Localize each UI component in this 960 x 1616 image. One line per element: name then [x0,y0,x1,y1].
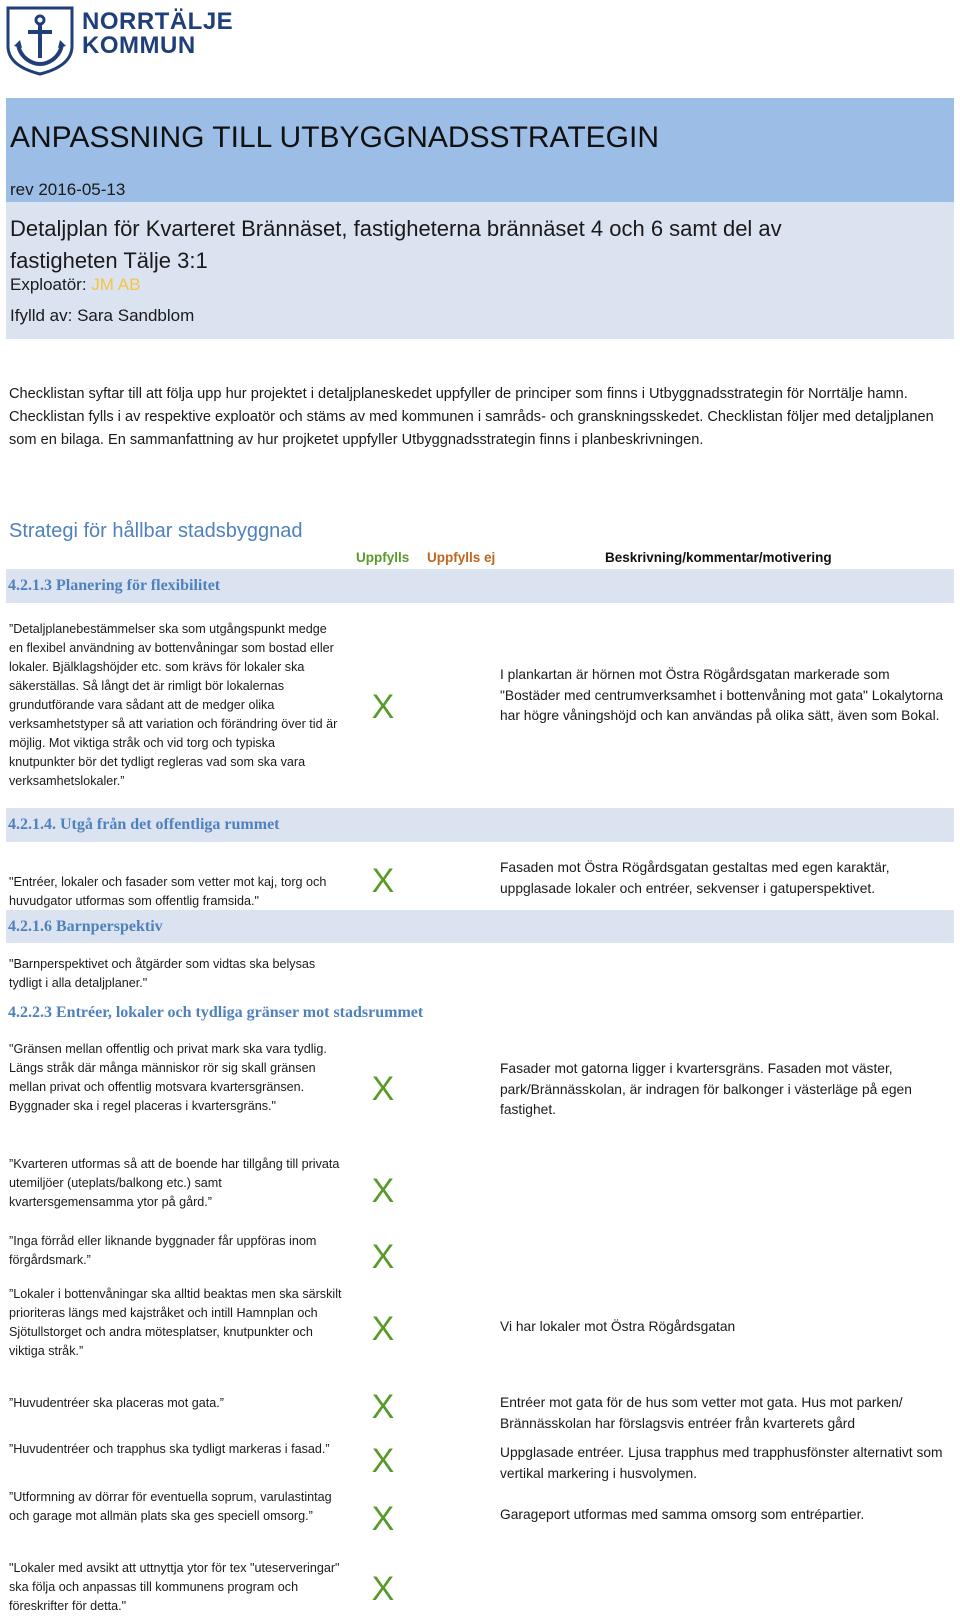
requirement-text: "Entréer, lokaler och fasader som vetter mot kaj, torg och huvudgator utformas som offentlig framsida." [9,875,327,908]
logo-wordmark [82,10,233,58]
requirement-text: ”Inga förråd eller liknande byggnader får uppföras inom förgårdsmark.” [9,1234,317,1267]
comment-text: I plankartan är hörnen mot Östra Rögårdsgatan markerade som "Bostäder med centrumverksamhet i bottenvåning mot gata" Lokalytorna har högre våningshöjd och kan användas på olika sätt, även som Bokal. [500,667,944,723]
fulfilled-mark: X [371,1500,395,1538]
column-fulfilled: Uppfylls [356,550,410,565]
fulfilled-mark: X [371,1570,395,1608]
fulfilled-mark: X [371,1388,395,1426]
fulfilled-mark: X [371,688,395,726]
filled-by-row [10,306,194,326]
fulfilled-mark: X [371,862,395,900]
filled-by-label: Ifylld av: [10,306,73,325]
comment-text: Fasader mot gatorna ligger i kvartersgräns. Fasaden mot väster, park/Brännässkolan, är indragen för balkonger i västerläge på egen fastighet. [500,1061,912,1117]
plan-name: Detaljplan för Kvarteret Brännäset, fastigheterna brännäset 4 och 6 samt del av fastigheten Tälje 3:1 [10,216,782,273]
column-comment: Beskrivning/kommentar/motivering [605,550,832,565]
exploator-row [10,275,140,295]
comment-text: Garageport utformas med samma omsorg som entrépartier. [500,1507,865,1522]
exploator-value: JM AB [91,275,141,294]
requirement-text: ”Lokaler i bottenvåningar ska alltid beaktas men ska särskilt prioriteras längs med kajstråket och intill Hamnplan och Sjötullstorget och andra mötesplatser, knutpunkter och viktiga stråk.” [9,1287,342,1358]
column-not-fulfilled: Uppfylls ej [427,550,496,565]
requirement-text: ”Utformning av dörrar för eventuella soprum, varulastintag och garage mot allmän plats ska ges speciell omsorg.” [9,1490,332,1523]
logo-line-2: KOMMUN [82,32,196,59]
requirement-text: "Lokaler med avsikt att uttnyttja ytor för tex "uteserveringar" ska följa och anpassas till kommunens program och föreskrifter för detta." [9,1561,340,1613]
section-title: 4.2.2.3 Entréer, lokaler och tydliga gränser mot stadsrummet [8,1004,424,1021]
fulfilled-mark: X [371,1070,395,1108]
comment-text: Entréer mot gata för de hus som vetter mot gata. Hus mot parken/ Brännässkolan har förslagsvis entréer från kvarterets gård [500,1395,903,1431]
requirement-text: ”Detaljplanebestämmelser ska som utgångspunkt medge en flexibel användning av bottenvåningar som bostad eller lokaler. Bjälklagshöjder etc. som krävs för lokaler ska säkerställas. Så långt det är rimligt bör lokalernas grundutförande vara sådant att de medger olika verksamhetstyper så att variation och förändring över tid är möjlig. Mot viktiga stråk och vid torg och typiska knutpunkter bör det tydligt regleras vad som ska vara verksamhetslokaler.” [9,622,338,788]
requirement-text: ”Huvudentréer och trapphus ska tydligt markeras i fasad.” [9,1442,330,1456]
requirement-text: "Gränsen mellan offentlig och privat mark ska vara tydlig. Längs stråk där många människor rör sig skall gränsen mellan privat och offentlig motsvara kvartersgränsen. Byggnader ska i regel placeras i kvartersgräns." [9,1042,327,1113]
logo-line-1: NORRTÄLJE [82,8,234,35]
fulfilled-mark: X [371,1238,395,1276]
section-title: 4.2.1.4. Utgå från det offentliga rummet [8,816,280,833]
revision-date: rev 2016-05-13 [10,180,126,199]
filled-by-value: Sara Sandblom [77,306,195,325]
fulfilled-mark: X [371,1442,395,1480]
exploator-label: Exploatör: [10,275,87,294]
intro-paragraph: Checklistan syftar till att följa upp hur projektet i detaljplaneskedet uppfyller de principer som finns i Utbyggnadsstrategin för Norrtälje hamn. Checklistan fylls i av respektive exploatör och stäms av med kommunen i samråds- och granskningsskedet. Checklistan följer med detaljplanen som en bilaga. En sammanfattning av hur projketet uppfyller Utbyggnadsstrategin finns i planbeskrivningen. [9,386,934,448]
requirement-text: ”Kvarteren utformas så att de boende har tillgång till privata utemiljöer (uteplats/balkong etc.) samt kvartersgemensamma ytor på gård.” [9,1157,340,1209]
section-title: 4.2.1.3 Planering för flexibilitet [8,577,221,594]
document-title: ANPASSNING TILL UTBYGGNADSSTRATEGIN [10,121,660,154]
requirement-text: "Barnperspektivet och åtgärder som vidtas ska belysas tydligt i alla detaljplaner." [9,957,316,990]
anchor-shield-icon [6,6,76,76]
comment-text: Uppglasade entréer. Ljusa trapphus med trapphusfönster alternativt som vertikal markering i husvolymen. [500,1445,943,1481]
comment-text: Vi har lokaler mot Östra Rögårdsgatan [500,1319,736,1334]
comment-text: Fasaden mot Östra Rögårdsgatan gestaltas med egen karaktär, uppglasade lokaler och entréer, sekvenser i gatuperspektivet. [500,860,890,896]
section-title: 4.2.1.6 Barnperspektiv [8,918,163,935]
strategy-heading: Strategi för hållbar stadsbyggnad [9,520,303,542]
fulfilled-mark: X [371,1310,395,1348]
requirement-text: ”Huvudentréer ska placeras mot gata.” [9,1396,224,1410]
fulfilled-mark: X [371,1172,395,1210]
